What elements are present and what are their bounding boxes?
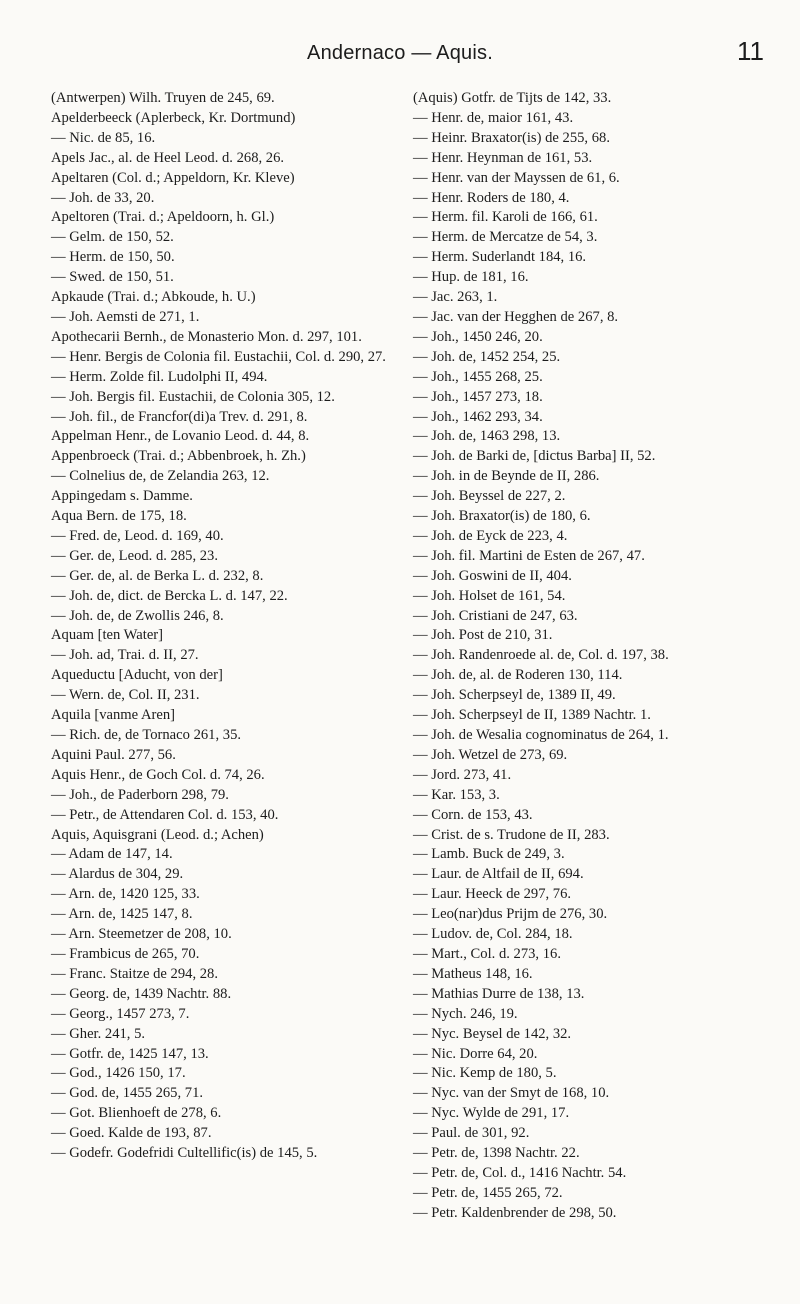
index-entry: — Ger. de, al. de Berka L. d. 232, 8.: [51, 567, 264, 584]
index-entry: — Nyc. van der Smyt de 168, 10.: [413, 1085, 610, 1102]
index-entry: Appelman Henr., de Lovanio Leod. d. 44, 8.: [51, 428, 310, 445]
index-entry: — Joh., 1457 273, 18.: [413, 388, 543, 405]
index-entry: — Henr. Roders de 180, 4.: [413, 189, 570, 206]
index-entry: — Herm. de Mercatze de 54, 3.: [413, 229, 598, 246]
index-entry: — Laur. de Altfail de II, 694.: [413, 866, 584, 883]
index-entry: — Joh. de Eyck de 223, 4.: [413, 527, 568, 544]
index-entry: — Rich. de, de Tornaco 261, 35.: [51, 727, 242, 743]
index-entry: (Antwerpen) Wilh. Truyen de 245, 69.: [51, 90, 275, 106]
index-entry: Apeltoren (Trai. d.; Apeldoorn, h. Gl.): [51, 209, 275, 226]
index-entry: — Nic. Kemp de 180, 5.: [413, 1065, 557, 1082]
index-entry: — Herm. Suderlandt 184, 16.: [413, 249, 587, 266]
index-entry: — Joh. Cristiani de 247, 63.: [413, 607, 578, 624]
index-entry: — Jord. 273, 41.: [413, 766, 512, 783]
index-entry: — Lamb. Buck de 249, 3.: [413, 846, 565, 863]
index-entry: — Arn. de, 1425 147, 8.: [51, 906, 193, 923]
index-entry: — Joh. de Barki de, [dictus Barba] II, 52.: [413, 448, 656, 465]
index-entry: — Nyc. Beysel de 142, 32.: [413, 1025, 572, 1042]
index-entry: — Hup. de 181, 16.: [413, 269, 529, 286]
index-entry: — Laur. Heeck de 297, 76.: [413, 886, 572, 903]
index-entry: — Swed. de 150, 51.: [51, 269, 174, 286]
index-entry: — Joh. Bergis fil. Eustachii, de Colonia 305, 12.: [51, 388, 335, 405]
index-entry: — Jac. 263, 1.: [413, 289, 498, 306]
index-entry: — Frambicus de 265, 70.: [51, 945, 200, 962]
index-entry: — Petr. de, 1455 265, 72.: [413, 1184, 563, 1201]
index-entry: — Georg. de, 1439 Nachtr. 88.: [51, 985, 232, 1002]
index-entry: — Joh., 1462 293, 34.: [413, 408, 543, 425]
index-entry: — Joh. Randenroede al. de, Col. d. 197, 38.: [413, 647, 669, 664]
index-entry: — Mathias Durre de 138, 13.: [413, 985, 585, 1002]
index-entry: — Herm. Zolde fil. Ludolphi II, 494.: [51, 368, 268, 385]
index-entry: Appingedam s. Damme.: [51, 488, 193, 505]
index-entry: — Gher. 241, 5.: [51, 1025, 146, 1042]
index-entry: — Heinr. Braxator(is) de 255, 68.: [413, 129, 610, 146]
index-entry: — Nyc. Wylde de 291, 17.: [413, 1105, 570, 1122]
index-entry: Apels Jac., al. de Heel Leod. d. 268, 26.: [51, 149, 285, 166]
index-entry: — Adam de 147, 14.: [51, 846, 173, 863]
index-entry: — Joh. de, dict. de Bercka L. d. 147, 22.: [51, 587, 288, 604]
index-entry: — Jac. van der Hegghen de 267, 8.: [413, 308, 619, 325]
index-entry: Aqueductu [Aducht, von der]: [51, 667, 223, 684]
index-entry: — Joh. de, 1452 254, 25.: [413, 348, 561, 365]
index-entry: Aqua Bern. de 175, 18.: [51, 508, 187, 525]
index-entry: — Franc. Staitze de 294, 28.: [51, 965, 218, 982]
index-entry: — Arn. de, 1420 125, 33.: [51, 886, 200, 903]
index-entry: — Joh. Scherpseyl de, 1389 II, 49.: [413, 687, 616, 704]
index-entry: — Joh. Beyssel de 227, 2.: [413, 488, 566, 505]
index-entry: Apeltaren (Col. d.; Appeldorn, Kr. Kleve): [51, 169, 295, 186]
index-entry: — Joh. Wetzel de 273, 69.: [413, 746, 568, 763]
index-entry: Aquini Paul. 277, 56.: [51, 746, 176, 763]
index-entry: Apkaude (Trai. d.; Abkoude, h. U.): [51, 289, 256, 306]
left-column: [51, 89, 401, 1164]
index-entry: — Godefr. Godefridi Cultellific(is) de 145, 5.: [51, 1145, 318, 1162]
index-entry: — Joh. de, al. de Roderen 130, 114.: [413, 667, 623, 684]
index-entry: — Joh., 1455 268, 25.: [413, 368, 543, 385]
index-entry: — Gelm. de 150, 52.: [51, 229, 174, 246]
index-entry: Aquila [vanme Aren]: [51, 707, 176, 724]
index-entry: Aquis, Aquisgrani (Leod. d.; Achen): [51, 826, 264, 843]
right-column: [413, 89, 765, 1224]
index-entry: Apothecarii Bernh., de Monasterio Mon. d. 297, 101.: [51, 328, 362, 345]
index-entry: — Gotfr. de, 1425 147, 13.: [51, 1045, 209, 1062]
index-entry: — Kar. 153, 3.: [413, 786, 500, 803]
index-entry: Apelderbeeck (Aplerbeck, Kr. Dortmund): [51, 109, 296, 126]
index-entry: — Nych. 246, 19.: [413, 1005, 518, 1022]
index-entry: — Joh. ad, Trai. d. II, 27.: [51, 647, 199, 664]
index-entry: — Fred. de, Leod. d. 169, 40.: [51, 527, 224, 544]
index-entry: — Leo(nar)dus Prijm de 276, 30.: [413, 906, 608, 923]
index-entry: — Herm. fil. Karoli de 166, 61.: [413, 209, 598, 226]
index-entry: — Nic. de 85, 16.: [51, 129, 156, 146]
index-entry: Aquam [ten Water]: [51, 627, 164, 644]
index-entry: — Joh. fil., de Francfor(di)a Trev. d. 291, 8.: [51, 408, 308, 425]
index-entry: — Crist. de s. Trudone de II, 283.: [413, 826, 610, 843]
index-entry: — Matheus 148, 16.: [413, 965, 533, 982]
index-entry: — Arn. Steemetzer de 208, 10.: [51, 926, 232, 943]
index-entry: — God., 1426 150, 17.: [51, 1065, 186, 1082]
index-entry: — Joh. de, 1463 298, 13.: [413, 428, 561, 445]
index-entry: — Joh. Aemsti de 271, 1.: [51, 308, 200, 325]
index-entry: — Henr. de, maior 161, 43.: [413, 109, 574, 126]
index-entry: Appenbroeck (Trai. d.; Abbenbroek, h. Zh.): [51, 448, 306, 465]
index-entry: — Nic. Dorre 64, 20.: [413, 1045, 538, 1062]
index-entry: — Joh. de Wesalia cognominatus de 264, 1.: [413, 727, 669, 743]
index-entry: — Joh. de 33, 20.: [51, 189, 155, 206]
index-entry: — Wern. de, Col. II, 231.: [51, 687, 200, 704]
index-entry: — Henr. van der Mayssen de 61, 6.: [413, 169, 620, 186]
index-entry: — Joh. fil. Martini de Esten de 267, 47.: [413, 547, 645, 564]
index-entry: — Joh. in de Beynde de II, 286.: [413, 468, 600, 485]
index-entry: — Petr. de, 1398 Nachtr. 22.: [413, 1145, 580, 1162]
index-entry: — Got. Blienhoeft de 278, 6.: [51, 1105, 222, 1122]
index-entry: — Paul. de 301, 92.: [413, 1125, 530, 1142]
index-entry: — Georg., 1457 273, 7.: [51, 1005, 190, 1022]
index-entry: — Petr. de, Col. d., 1416 Nachtr. 54.: [413, 1164, 627, 1181]
index-entry: — God. de, 1455 265, 71.: [51, 1085, 204, 1102]
index-entry: — Joh. Goswini de II, 404.: [413, 567, 572, 584]
index-entry: (Aquis) Gotfr. de Tijts de 142, 33.: [413, 90, 612, 106]
index-entry: — Goed. Kalde de 193, 87.: [51, 1125, 212, 1142]
index-entry: — Petr., de Attendaren Col. d. 153, 40.: [51, 806, 279, 823]
index-entry: — Colnelius de, de Zelandia 263, 12.: [51, 468, 270, 485]
index-entry: — Joh. Scherpseyl de II, 1389 Nachtr. 1.: [413, 707, 651, 724]
index-entry: — Henr. Heynman de 161, 53.: [413, 149, 593, 166]
index-entry: — Joh. Post de 210, 31.: [413, 627, 553, 644]
index-entry: — Petr. Kaldenbrender de 298, 50.: [413, 1204, 617, 1221]
index-entry: — Corn. de 153, 43.: [413, 806, 533, 823]
index-entry: — Joh., de Paderborn 298, 79.: [51, 786, 229, 803]
page-number: 11: [737, 36, 764, 66]
index-entry: — Ger. de, Leod. d. 285, 23.: [51, 547, 218, 564]
index-entry: — Joh. Holset de 161, 54.: [413, 587, 566, 604]
index-entry: — Joh. de, de Zwollis 246, 8.: [51, 607, 224, 624]
index-entry: — Henr. Bergis de Colonia fil. Eustachii, Col. d. 290, 27.: [51, 348, 386, 365]
index-entry: — Mart., Col. d. 273, 16.: [413, 945, 561, 962]
index-entry: — Alardus de 304, 29.: [51, 866, 184, 883]
running-header: Andernaco — Aquis.: [307, 42, 493, 64]
index-entry: — Ludov. de, Col. 284, 18.: [413, 926, 573, 943]
index-entry: — Joh., 1450 246, 20.: [413, 328, 543, 345]
index-entry: — Joh. Braxator(is) de 180, 6.: [413, 508, 591, 525]
index-entry: — Herm. de 150, 50.: [51, 249, 175, 266]
index-entry: Aquis Henr., de Goch Col. d. 74, 26.: [51, 766, 265, 783]
